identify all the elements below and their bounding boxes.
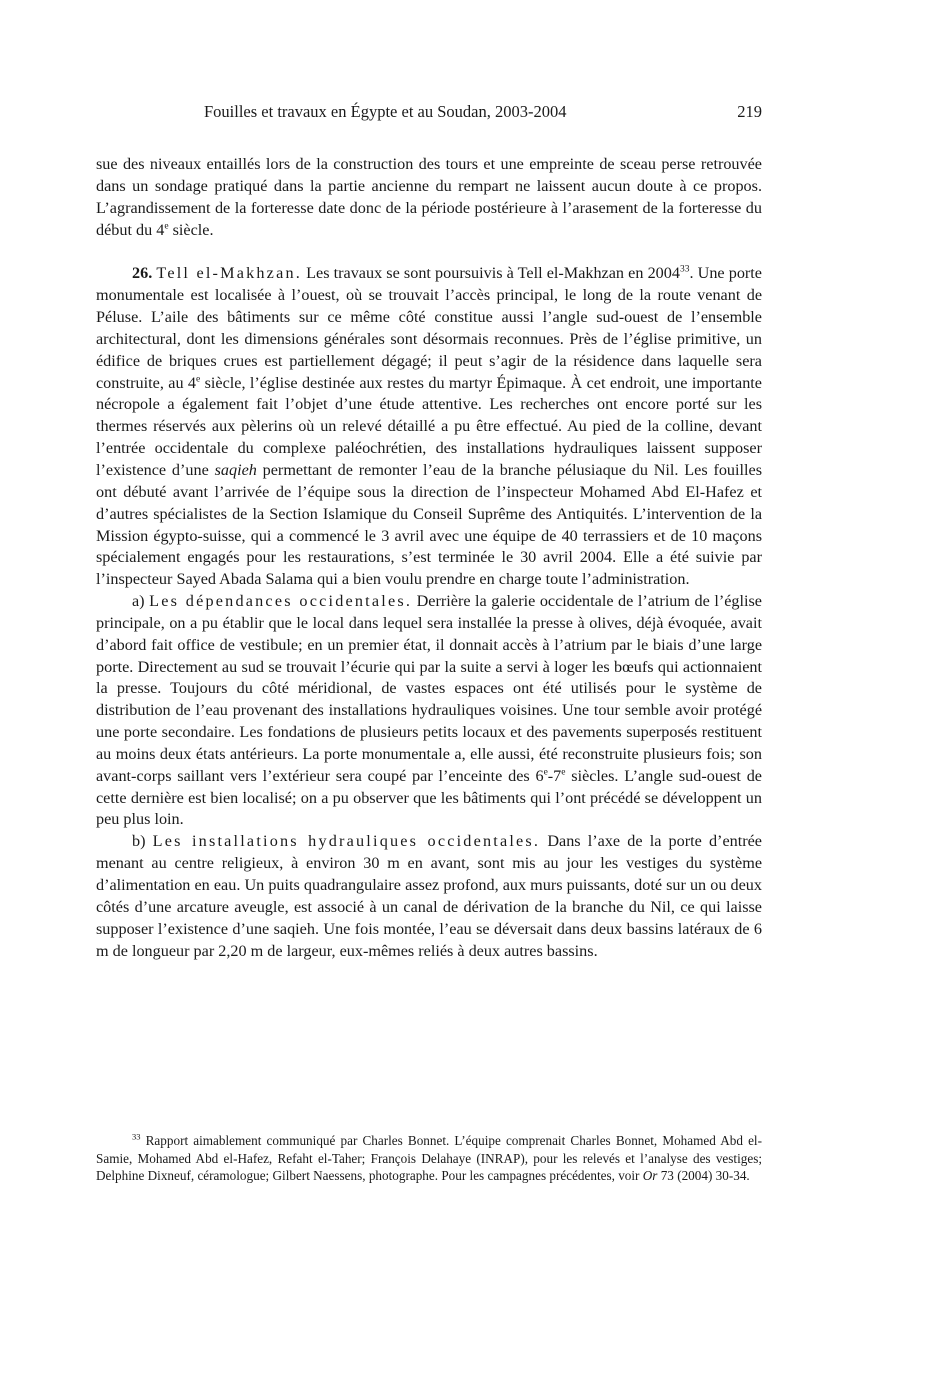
century-superscript: e (196, 374, 201, 385)
paragraph-intro (96, 154, 762, 241)
subsection-heading: Les installations hydrauliques occidentales. (152, 832, 541, 851)
subsection-heading: Les dépendances occidentales. (149, 592, 413, 611)
running-header (96, 100, 762, 124)
intro-text: sue des niveaux entaillés lors de la construction des tours et une empreinte de sceau perse retrouvée dans un sondage pratiqué dans la partie ancienne du rempart ne laissent aucun doute à ce propos. L’agrandissement de la forteresse date donc de la période postérieure à l’arasement de la forteresse du début du 4 (96, 155, 762, 239)
century-superscript: e (543, 767, 548, 778)
intro-tail: siècle. (168, 220, 214, 239)
paragraph-subsection-a (96, 591, 762, 831)
footnote-reference: 33 (679, 264, 690, 275)
section-26-text-4: permettant de remonter l’eau de la branche pélusiaque du Nil. Les fouilles ont débuté avant l’arrivée de l’équipe sous la direction de l’inspecteur Mohamed Abd El-Hafez et d’autres spécialistes de la Section Islamique du Conseil Suprême des Antiquités. L’intervention de la Mission égypto-suisse, qui a commencé le 3 avril avec une équipe de 40 terrassiers et de 10 maçons spécialement engagés pour les restaurations, s’est terminée le 30 avril 2004. Elle a été suivie par l’inspecteur Sayed Abada Salama qui a bien voulu prendre en charge toute l’administration. (96, 460, 763, 589)
subsection-a-text-1: Derrière la galerie occidentale de l’atrium de l’église principale, on a pu établir que le local dans lequel sera installée la presse à olives, déjà évoquée, avait d’abord fait office de vestibule; en un premier état, il donnait accès à l’atrium par le biais d’une large porte. Directement au sud se trouvait l’écurie qui par la suite a servi à loger les bœufs qui actionnaient la presse. Toujours du côté méridional, de vastes espaces ont été utilisés pour le système de distribution de l’eau provenant des installations hydrauliques voisines. Une tour semble avoir protégé une porte secondaire. Les fondations de plusieurs petits locaux et des pavements superposés restituent au moins deux états antérieurs. La porte monumentale a, elle aussi, été reconstruite plusieurs fois; son avant-corps saillant vers l’extérieur sera coupé par l’enceinte des 6 (96, 592, 762, 785)
century-superscript: e (164, 221, 169, 232)
main-text (96, 154, 762, 962)
subsection-b-text: Dans l’axe de la porte d’entrée menant au centre religieux, à environ 30 m en avant, sont mis au jour les vestiges du système d’alimentation en eau. Un puits quadrangulaire assez profond, aux murs puissants, doté sur un ou deux côtés d’une arcature aveugle, est associé à un canal de dérivation de la branche du Nil, ce qui laisse supposer l’existence d’une saqieh. Une fois montée, l’eau se déversait dans deux bassins latéraux de 6 m de longueur par 2,20 m de largeur, eux-mêmes reliés à deux autres bassins. (96, 832, 762, 960)
section-number: 26. (132, 264, 153, 283)
paragraph-section-26 (96, 263, 762, 591)
running-title: Fouilles et travaux en Égypte et au Soudan, 2003-2004 (204, 102, 567, 121)
subsection-a-text-2: siècles. L’angle sud-ouest de cette dernière est bien localisé; on a pu observer que les bâtiments qui l’ont précédé se développent un peu plus loin. (96, 766, 762, 829)
italic-journal: Or (642, 1168, 658, 1183)
footnote-mark: 33 (132, 1131, 141, 1142)
century-superscript: e (561, 767, 566, 778)
footnote-text-1: Rapport aimablement communiqué par Charles Bonnet. L’équipe comprenait Charles Bonnet, Mohamed Abd el-Samie, Mohamed Abd el-Hafez, Refaht el-Taher; François Delahaye (INRAP), pour les relevés et l’analyse des vestiges; Delphine Dixneuf, céramologue; Gilbert Naessens, photographe. Pour les campagnes précédentes, voir (96, 1133, 762, 1183)
paragraph-subsection-b (96, 831, 762, 962)
section-26-text-2: . Une porte monumentale est localisée à l’ouest, où se trouvait l’accès principal, le long de la route venant de Péluse. L’aile des bâtiments sur ce même côté constitue aussi l’angle sud-ouest de l’ensemble architectural, dont les dimensions générales sont désormais reconnues. Près de l’église primitive, un édifice de briques crues est partiellement dégagé; il peut s’agir de la résidence dans laquelle sera construite, au 4 (96, 264, 762, 392)
subsection-label: b) (132, 832, 153, 851)
section-heading: Tell el-Makhzan. (156, 264, 302, 283)
section-26-text-3: siècle, l’église destinée aux restes du martyr Épimaque. À cet endroit, une importante nécropole a également fait l’objet d’une étude attentive. Les recherches ont encore porté sur les thermes réservés aux pèlerins où un relevé détaillé a pu être effectué. Au pied de la colline, devant l’entrée occidentale du complexe paléochrétien, des installations hydrauliques laissent supposer l’existence d’une (96, 373, 762, 479)
italic-term: saqieh (214, 460, 257, 479)
footnote (96, 1132, 762, 1185)
footnote-text-2: 73 (2004) 30-34. (657, 1168, 750, 1183)
section-26-text-1: Les travaux se sont poursuivis à Tell el-Makhzan en 2004 (302, 264, 680, 283)
page-number: 219 (737, 102, 762, 121)
subsection-label: a) (132, 592, 150, 611)
footnote-paragraph (96, 1132, 762, 1185)
century-dash: -7 (547, 766, 562, 785)
